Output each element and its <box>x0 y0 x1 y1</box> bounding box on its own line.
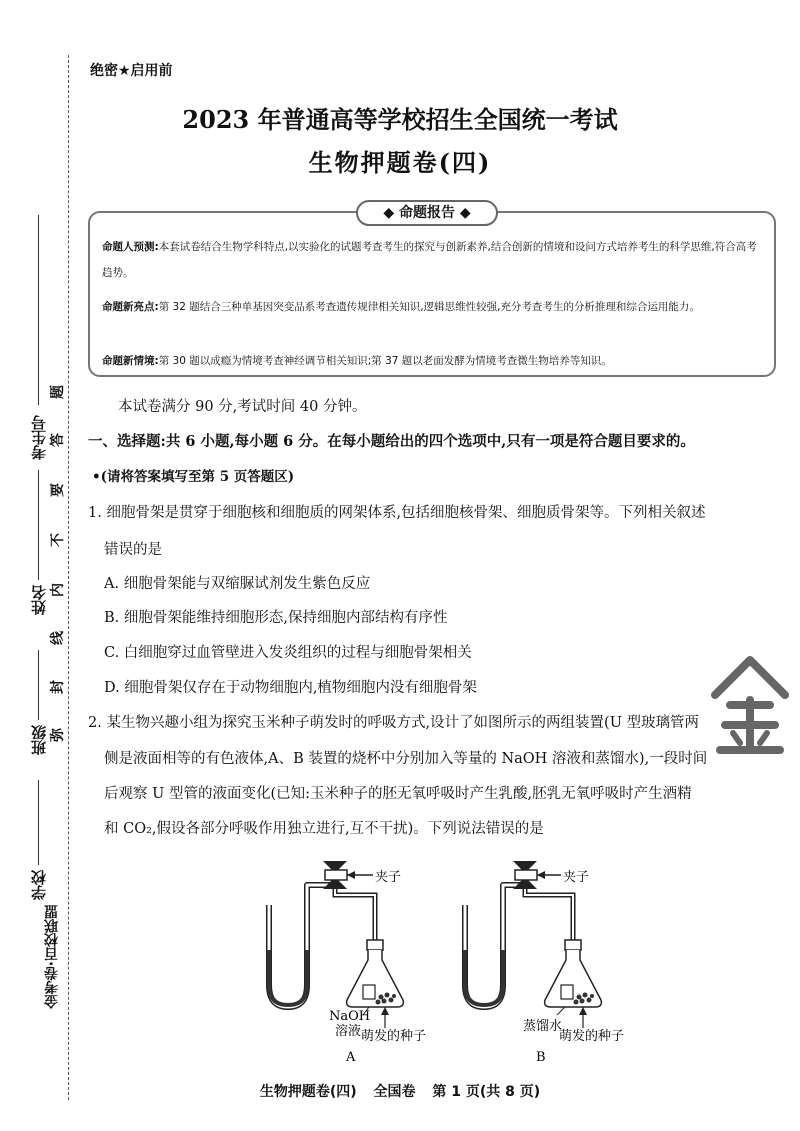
section-heading: 一、选择题:共 6 小题,每小题 6 分。在每小题给出的四个选项中,只有一项是符合题目要求的。 <box>88 433 695 450</box>
seal-char: 线 <box>50 631 66 645</box>
apparatus-b <box>465 861 601 1028</box>
apparatus-a <box>269 861 403 1028</box>
q2-stem-cont: 侧是液面相等的有色液体,A、B 装置的烧杯中分别加入等量的 NaOH 溶液和蒸馏水),一段时间 <box>104 751 708 767</box>
b-solution-label: 蒸馏水 <box>523 1019 563 1034</box>
apparatus-b-label: B <box>536 1050 546 1065</box>
exam-number-field <box>38 215 40 405</box>
a-solution-label: NaOH <box>329 1009 371 1024</box>
report-item-text: 本套试卷结合生物学科特点,以实验化的试题考查考生的探究与创新素养,结合创新的情境和设问方式培养考生的科学思维,符合高考趋势。 <box>102 241 757 279</box>
footer-scope: 全国卷 <box>373 1084 416 1100</box>
seal-char: 封 <box>50 680 66 694</box>
publisher-label: 金考卷·百校联盟 <box>44 905 60 1009</box>
name-label: 姓名 <box>30 585 48 615</box>
exam-info: 本试卷满分 90 分,考试时间 40 分钟。 <box>118 399 367 415</box>
class-field <box>38 650 40 720</box>
seal-char: 内 <box>50 583 66 597</box>
name-field <box>38 470 40 580</box>
seal-char: 答 <box>50 433 66 447</box>
report-item-label: 命题人预测: <box>102 241 159 253</box>
report-item <box>102 234 762 286</box>
seeds-label-b: 萌发的种子 <box>559 1029 625 1044</box>
q1-option-a: A. 细胞骨架能与双缩脲试剂发生紫色反应 <box>104 576 371 592</box>
confidential-mark: 绝密★启用前 <box>90 63 173 79</box>
school-label: 学校 <box>30 870 48 900</box>
clamp-label-b: 夹子 <box>563 870 590 885</box>
seal-char: 题 <box>50 385 66 399</box>
exam-subtitle: 生物押题卷(四) <box>308 148 492 177</box>
q2-stem: 2. 某生物兴趣小组为探究玉米种子萌发时的呼吸方式,设计了如图所示的两组装置(U 型玻璃管两 <box>88 715 700 731</box>
q1-stem: 1. 细胞骨架是贯穿于细胞核和细胞质的网架体系,包括细胞核骨架、细胞质骨架等。下列相关叙述 <box>88 505 706 521</box>
experiment-diagram <box>255 855 635 1070</box>
report-item-label: 命题新情境: <box>102 355 159 367</box>
seal-char: 不 <box>50 533 66 547</box>
seal-char: 弥 <box>50 728 66 742</box>
page-footer <box>0 1081 800 1101</box>
exam-number-label: 考生号 <box>30 415 48 460</box>
watermark-logo <box>705 655 795 765</box>
q1-option-d: D. 细胞骨架仅存在于动物细胞内,植物细胞内没有细胞骨架 <box>104 680 477 696</box>
q1-stem-cont: 错误的是 <box>104 542 162 558</box>
a-solution-label-cont: 溶液 <box>335 1024 362 1039</box>
q2-stem-cont: 和 CO₂,假设各部分呼吸作用独立进行,互不干扰)。下列说法错误的是 <box>104 821 544 837</box>
report-tag: ◆ 命题报告 ◆ <box>356 200 498 226</box>
report-item-label: 命题新亮点: <box>102 301 159 313</box>
q1-option-b: B. 细胞骨架能维持细胞形态,保持细胞内部结构有序性 <box>104 610 448 626</box>
q1-option-c: C. 白细胞穿过血管壁进入发炎组织的过程与细胞骨架相关 <box>104 645 472 661</box>
report-item <box>102 348 762 374</box>
clamp-label-a: 夹子 <box>375 870 402 885</box>
report-item-text: 第 30 题以成瘾为情境考查神经调节相关知识;第 37 题以老面发酵为情境考查微生物培养等知识。 <box>158 355 612 367</box>
school-field <box>38 780 40 865</box>
class-label: 班级 <box>30 725 48 755</box>
apparatus-a-label: A <box>346 1050 356 1065</box>
footer-paper: 生物押题卷(四) <box>259 1084 357 1100</box>
seeds-label-a: 萌发的种子 <box>361 1029 427 1044</box>
seal-char: 要 <box>50 483 66 497</box>
exam-title: 2023 年普通高等学校招生全国统一考试 <box>182 105 618 134</box>
section-note: •(请将答案填写至第 5 页答题区) <box>92 469 295 485</box>
binding-line <box>68 55 70 1100</box>
report-item <box>102 294 762 320</box>
q2-stem-cont: 后观察 U 型管的液面变化(已知:玉米种子的胚无氧呼吸时产生乳酸,胚乳无氧呼吸时产生酒精 <box>104 786 692 802</box>
footer-page: 第 1 页(共 8 页) <box>432 1084 541 1100</box>
report-item-text: 第 32 题结合三种单基因突变品系考查遗传规律相关知识,逻辑思维性较强,充分考查考生的分析推理和综合运用能力。 <box>158 301 700 313</box>
